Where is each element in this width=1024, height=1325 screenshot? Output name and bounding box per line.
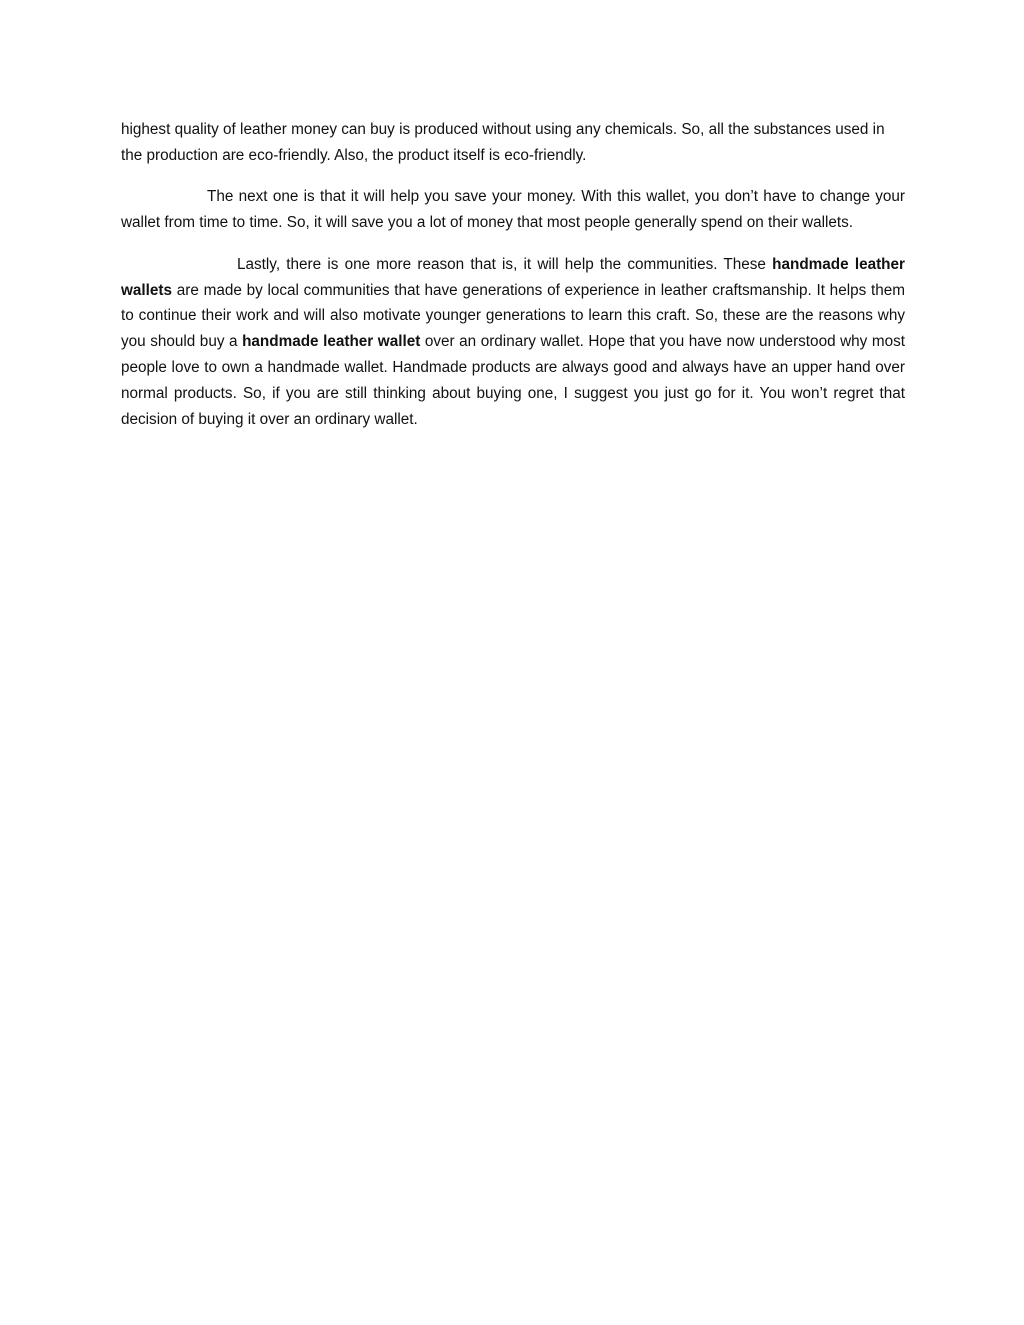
bold-phrase: handmade leather wallet xyxy=(242,333,421,351)
paragraph-text: highest quality of leather money can buy is produced without using any chemicals. So, all the substances used in the production are eco-friendly. Also, the product itself is eco-friendly. xyxy=(121,121,885,164)
document-page xyxy=(121,117,905,433)
paragraph-eco-friendly xyxy=(121,117,905,169)
paragraph-communities xyxy=(121,252,905,433)
bold-phrase: handmade leather wallets xyxy=(121,255,905,299)
paragraph-save-money xyxy=(121,184,905,236)
paragraph-text: are made by local communities that have generations of experience in leather craftsmanship. It helps them to continue their work and will also motivate younger generations to learn this craft. So, these are the reasons why you should buy a xyxy=(121,281,905,351)
paragraph-text: Lastly, there is one more reason that is, it will help the communities. These xyxy=(237,255,773,273)
paragraph-text: over an ordinary wallet. Hope that you have now understood why most people love to own a handmade wallet. Handmade products are always good and always have an upper hand over normal products. So, if you are still thinking about buying one, I suggest you just go for it. You won’t regret that decision of buying it over an ordinary wallet. xyxy=(121,333,905,429)
paragraph-text: The next one is that it will help you save your money. With this wallet, you don’t have to change your wallet from time to time. So, it will save you a lot of money that most people generally spend on their wallets. xyxy=(121,187,905,231)
